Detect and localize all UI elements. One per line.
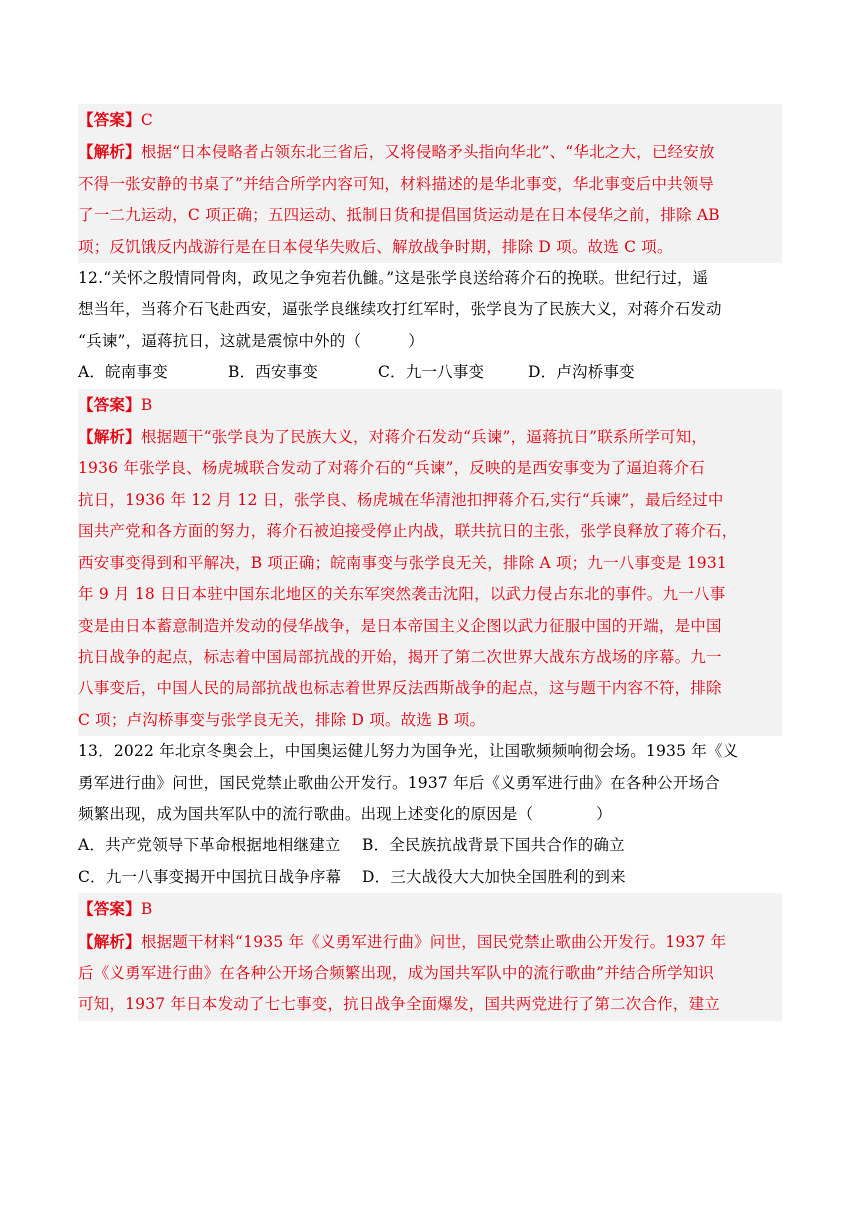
answer-value: B [140,395,153,414]
q12-analysis-line: 抗日战争的起点，标志着中国局部抗战的开始，揭开了第二次世界大战东方战场的序幕。九一 [78,642,782,673]
q12-analysis-line: 年 9 月 18 日日本驻中国东北地区的关东军突然袭击沈阳，以武力侵占东北的事件。九一八事 [78,579,782,610]
q12-option-b: B．西安事变 [228,363,319,382]
q12-option-c: C．九一八事变 [378,363,485,382]
answer-value: B [140,900,153,919]
q12-analysis-line: 西安事变得到和平解决，B 项正确；皖南事变与张学良无关，排除 A 项；九一八事变是 1931 [78,548,782,579]
q12-stem-line: “兵谏”，逼蒋抗日，这就是震惊中外的（ ） [78,331,424,350]
q13-answer-line [78,893,782,925]
answer-value: C [140,111,153,129]
answer-tag: 【答案】 [78,110,141,129]
q13-option-b: B．全民族抗战背景下国共合作的确立 [362,836,625,855]
q13-option-c: C．九一八事变揭开中国抗日战争序幕 [78,867,342,886]
document-page [78,104,782,1021]
q12-analysis-line: 国共产党和各方面的努力，蒋介石被迫接受停止内战，联共抗日的主张，张学良释放了蒋介石， [78,516,782,547]
q12-stem-line: 想当年，当蒋介石飞赴西安，逼张学良继续攻打红军时，张学良为了民族大义，对蒋介石发动 [78,300,722,319]
q12-analysis-line: 1936 年张学良、杨虎城联合发动了对蒋介石的“兵谏”，反映的是西安事变为了逼迫蒋介石 [78,453,782,484]
q13-option-a: A．共产党领导下革命根据地相继建立 [78,836,341,855]
q12-option-d: D．卢沟桥事变 [528,363,635,382]
q13-options-row [78,830,782,861]
q12-answer-line [78,389,782,421]
analysis-text: 根据“日本侵略者占领东北三省后，又将侵略矛头指向华北”、“华北之大，已经安放 [140,143,715,162]
q13-analysis-line: 可知，1937 年日本发动了七七事变，抗日战争全面爆发，国共两党进行了第二次合作，建立 [78,989,782,1020]
analysis-text: 根据题干“张学良为了民族大义，对蒋介石发动“兵谏”，逼蒋抗日”联系所学可知， [140,428,708,447]
analysis-tag: 【解析】 [78,427,141,447]
answer-tag: 【答案】 [78,394,141,414]
q12-analysis-line: C 项；卢沟桥事变与张学良无关，排除 D 项。故选 B 项。 [78,705,782,736]
q13-option-d: D．三大战役大大加快全国胜利的到来 [362,867,626,886]
q11-answer-line [78,104,782,136]
q13-options-row [78,862,782,893]
q12-analysis-line: 变是由日本蓄意制造并发动的侵华战争，是日本帝国主义企图以武力征服中国的开端，是中国 [78,611,782,642]
q13-analysis-line: 后《义勇军进行曲》在各种公开场合频繁出现，成为国共军队中的流行歌曲”并结合所学知识 [78,958,782,989]
answer-tag: 【答案】 [78,899,141,919]
q11-analysis-line: 了一二九运动，C 项正确；五四运动、抵制日货和提倡国货运动是在日本侵华之前，排除 AB [78,200,782,231]
q13-stem-line: 13．2022 年北京冬奥会上，中国奥运健儿努力为国争光，让国歌频频响彻会场。1935 年《义 [78,742,739,761]
q11-analysis-line: 不得一张安静的书桌了”并结合所学内容可知，材料描述的是华北事变，华北事变后中共领导 [78,169,782,200]
q12-stem-line: 12.“关怀之殷情同骨肉，政见之争宛若仇雠。”这是张学良送给蒋介石的挽联。世纪行过，遥 [78,269,709,288]
q12-option-a: A．皖南事变 [78,363,168,382]
q12-analysis-line [78,421,782,453]
analysis-text: 根据题干材料“1935 年《义勇军进行曲》问世，国民党禁止歌曲公开发行。1937 年 [140,932,727,951]
q13-stem-line: 勇军进行曲》问世，国民党禁止歌曲公开发行。1937 年后《义勇军进行曲》在各种公开场合 [78,773,720,792]
q11-analysis-line: 项；反饥饿反内战游行是在日本侵华失败后、解放战争时期，排除 D 项。故选 C 项。 [78,232,782,263]
q12-analysis-line: 八事变后，中国人民的局部抗战也标志着世界反法西斯战争的起点，这与题干内容不符，排除 [78,673,782,704]
q12-options [78,357,782,388]
q11-analysis-line [78,136,782,168]
analysis-tag: 【解析】 [78,142,141,162]
q13-stem-line: 频繁出现，成为国共军队中的流行歌曲。出现上述变化的原因是（ ） [78,804,612,823]
q12-analysis-line: 抗日，1936 年 12 月 12 日，张学良、杨虎城在华清池扣押蒋介石,实行“兵谏”，最后经过中 [78,485,782,516]
q13-analysis-line [78,926,782,958]
analysis-tag: 【解析】 [78,931,141,951]
